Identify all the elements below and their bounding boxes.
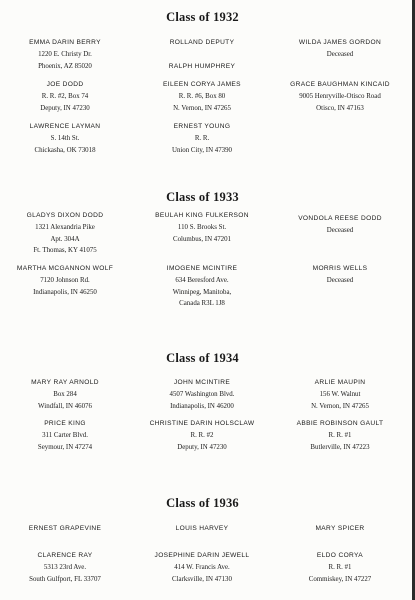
class-heading-1933: Class of 1933 (166, 190, 239, 204)
alumni-name: EMMA DARIN BERRY (29, 39, 101, 46)
alumni-entry (275, 263, 405, 287)
alumni-name: RALPH HUMPHREY (168, 63, 236, 70)
alumni-entry (275, 37, 405, 61)
alumni-name: IMOGENE MCINTIRE (166, 265, 238, 272)
status-deceased: Deceased (326, 276, 354, 284)
address-line: Otisco, IN 47163 (316, 104, 364, 112)
alumni-name: LAWRENCE LAYMAN (29, 123, 101, 130)
alumni-entry (275, 418, 405, 453)
address-line: N. Vernon, IN 47265 (311, 402, 369, 410)
address-line: Deputy, IN 47230 (177, 443, 227, 451)
address-line: Union City, IN 47390 (171, 146, 233, 154)
alumni-name: ARLIE MAUPIN (314, 379, 366, 386)
alumni-name: BEULAH KING FULKERSON (155, 212, 249, 219)
alumni-entry (0, 79, 130, 114)
address-line: 1220 E. Christy Dr. (38, 50, 92, 58)
alumni-name: ERNEST GRAPEVINE (28, 525, 102, 532)
alumni-name: LOUIS HARVEY (175, 525, 229, 532)
alumni-entry (137, 418, 267, 453)
address-line: Deputy, IN 47230 (40, 104, 90, 112)
alumni-name: CLARENCE RAY (37, 552, 93, 559)
address-line: R. R. #1 (328, 563, 352, 571)
alumni-entry (0, 377, 130, 412)
address-line: 156 W. Walnut (319, 390, 361, 398)
alumni-entry (137, 377, 267, 412)
alumni-entry (137, 79, 267, 114)
alumni-name: WILDA JAMES GORDON (298, 39, 382, 46)
address-line: Box 284 (53, 390, 77, 398)
alumni-name: MARY RAY ARNOLD (31, 379, 99, 386)
address-line: 4507 Washington Blvd. (169, 390, 235, 398)
alumni-entry (137, 210, 267, 245)
alumni-entry (275, 550, 405, 585)
address-line: R. R. (194, 134, 210, 142)
address-line: Commiskey, IN 47227 (308, 575, 372, 583)
alumni-entry (275, 213, 405, 237)
alumni-name: MARY SPICER (315, 525, 365, 532)
alumni-name: CHRISTINE DARIN HOLSCLAW (149, 420, 255, 427)
alumni-name: VONDOLA REESE DODD (298, 215, 382, 222)
address-line: S. 14th St. (50, 134, 80, 142)
alumni-name: JOE DODD (46, 81, 84, 88)
alumni-name: ERNEST YOUNG (173, 123, 231, 130)
address-line: 9005 Henryville-Otisco Road (299, 92, 381, 100)
address-line: 634 Beresford Ave. (175, 276, 229, 284)
alumni-name: JOSEPHINE DARIN JEWELL (154, 552, 250, 559)
alumni-entry (0, 418, 130, 453)
address-line: South Gulfport, FL 33707 (29, 575, 101, 583)
address-line: Chickasha, OK 73018 (34, 146, 96, 154)
address-line: 5313 23rd Ave. (43, 563, 87, 571)
address-line: 110 S. Brooks St. (177, 223, 227, 231)
class-heading-1936: Class of 1936 (166, 496, 239, 510)
alumni-name: ROLLAND DEPUTY (169, 39, 235, 46)
address-line: R. R. #6, Box 80 (178, 92, 226, 100)
alumni-entry (0, 550, 130, 585)
alumni-entry (0, 210, 130, 257)
alumni-name: GLADYS DIXON DODD (26, 212, 104, 219)
alumni-entry (0, 121, 130, 156)
address-line: Winnipeg, Manitoba, (172, 288, 232, 296)
address-line: 7120 Johnson Rd. (40, 276, 90, 284)
alumni-entry (0, 263, 130, 298)
alumni-name: ELDO CORYA (316, 552, 364, 559)
address-line: Apt. 304A (50, 235, 80, 243)
address-line: 414 W. Francis Ave. (174, 563, 230, 571)
address-line: R. R. #2 (190, 431, 214, 439)
address-line: Phoenix, AZ 85020 (38, 62, 92, 70)
address-line: Columbus, IN 47201 (173, 235, 231, 243)
address-line: Clarksville, IN 47130 (172, 575, 232, 583)
alumni-name: MARTHA MCGANNON WOLF (16, 265, 114, 272)
address-line: Indianapolis, IN 46250 (33, 288, 97, 296)
address-line: Ft. Thomas, KY 41075 (33, 247, 97, 255)
alumni-entry (137, 550, 267, 585)
alumni-entry (275, 377, 405, 412)
alumni-entry (137, 61, 267, 73)
alumni-entry (137, 523, 267, 535)
alumni-name: ABBIE ROBINSON GAULT (296, 420, 384, 427)
alumni-name: EILEEN CORYA JAMES (163, 81, 241, 88)
address-line: Canada R3L 1J8 (179, 300, 225, 308)
class-heading-1932: Class of 1932 (166, 10, 239, 24)
alumni-entry (0, 37, 130, 72)
address-line: N. Vernon, IN 47265 (173, 104, 231, 112)
alumni-entry (0, 523, 130, 535)
alumni-name: MORRIS WELLS (312, 265, 368, 272)
class-heading-1934: Class of 1934 (166, 351, 239, 365)
address-line: Indianapolis, IN 46200 (170, 402, 234, 410)
address-line: R. R. #1 (328, 431, 352, 439)
alumni-entry (275, 523, 405, 535)
alumni-name: PRICE KING (44, 420, 86, 427)
address-line: 1321 Alexandria Pike (35, 223, 95, 231)
address-line: R. R. #2, Box 74 (41, 92, 89, 100)
address-line: Butlerville, IN 47223 (310, 443, 370, 451)
alumni-entry (137, 121, 267, 156)
status-deceased: Deceased (326, 226, 354, 234)
alumni-name: GRACE BAUGHMAN KINCAID (290, 81, 390, 88)
status-deceased: Deceased (326, 50, 354, 58)
alumni-entry (137, 263, 267, 310)
address-line: 311 Carter Blvd. (42, 431, 88, 439)
address-line: Seymour, IN 47274 (37, 443, 93, 451)
alumni-name: JOHN MCINTIRE (173, 379, 231, 386)
alumni-entry (275, 79, 405, 114)
address-line: Windfall, IN 46076 (38, 402, 92, 410)
alumni-entry (137, 37, 267, 49)
